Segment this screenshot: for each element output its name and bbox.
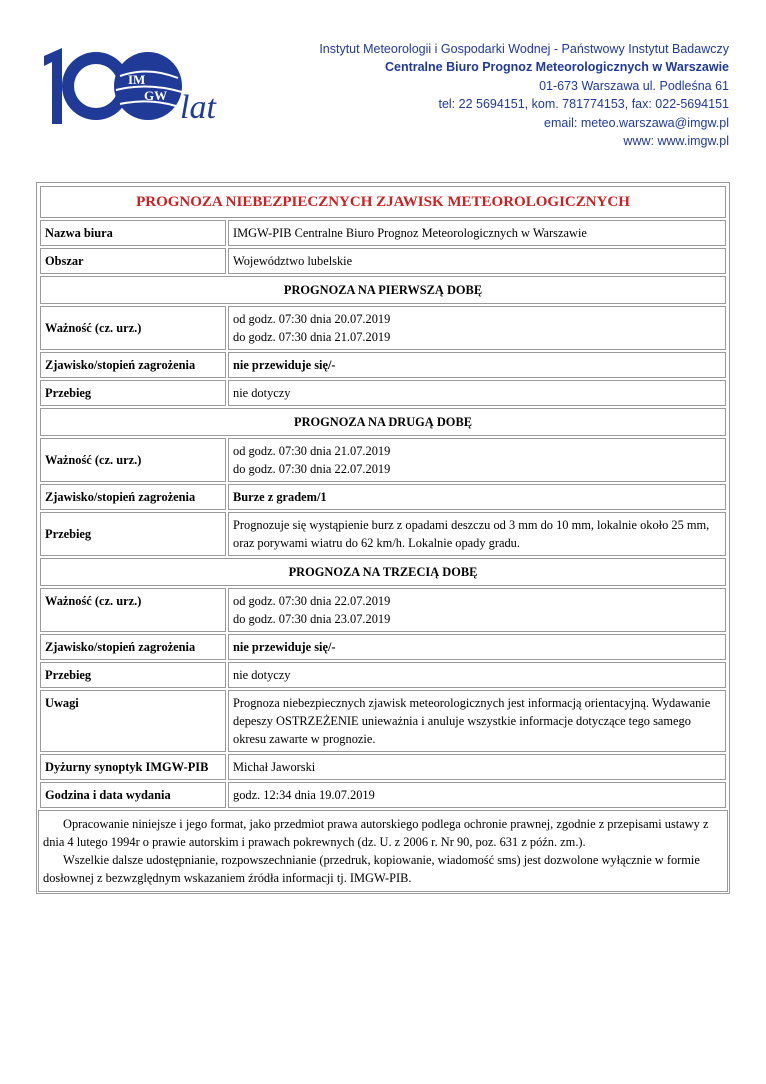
day3-phenomenon-label: Zjawisko/stopień zagrożenia (40, 634, 226, 660)
institute-name: Instytut Meteorologii i Gospodarki Wodnej - Państwowy Instytut Badawczy (319, 42, 729, 56)
copyright-para2-line1: Wszelkie dalsze udostępnianie, rozpowszechnianie (przedruk, kopiowanie, wiadomość sms) jest dozwolone wyłącznie w formie (63, 853, 700, 867)
copyright-notice (38, 810, 728, 892)
email-line[interactable]: email: meteo.warszawa@imgw.pl (544, 115, 729, 130)
imgw-100-lat-logo (40, 46, 240, 130)
day1-phenomenon-value: nie przewiduje się/- (228, 352, 726, 378)
office-label: Nazwa biura (40, 220, 226, 246)
day2-course-line1: Prognozuje się wystąpienie burz z opadami deszczu od 3 mm do 10 mm, lokalnie około 25 mm, (233, 518, 710, 532)
day1-heading: PROGNOZA NA PIERWSZĄ DOBĘ (40, 276, 726, 304)
day2-phenomenon-value: Burze z gradem/1 (228, 484, 726, 510)
day3-phenomenon-value: nie przewiduje się/- (228, 634, 726, 660)
day3-valid-from: od godz. 07:30 dnia 22.07.2019 (233, 594, 391, 608)
svg-text:lat: lat (180, 89, 216, 126)
day2-course-label: Przebieg (40, 512, 226, 556)
day2-validity-value (228, 438, 726, 482)
notes-line2: depeszy OSTRZEŻENIE unieważnia i anuluje wszystkie informacje dotyczące tego samego (233, 714, 691, 728)
copyright-para1-line1: Opracowanie niniejsze i jego format, jako przedmiot prawa autorskiego podlega ochronie prawnej, zgodnie z przepisami ustawy (63, 817, 700, 831)
forecaster-label: Dyżurny synoptyk IMGW-PIB (40, 754, 226, 780)
day3-validity-value (228, 588, 726, 632)
day1-course-label: Przebieg (40, 380, 226, 406)
day2-validity-label: Ważność (cz. urz.) (40, 438, 226, 482)
area-label: Obszar (40, 248, 226, 274)
issued-label: Godzina i data wydania (40, 782, 226, 808)
day2-course-value (228, 512, 726, 556)
day3-validity-label: Ważność (cz. urz.) (40, 588, 226, 632)
www-line[interactable]: www: www.imgw.pl (623, 134, 729, 149)
day1-valid-to: do godz. 07:30 dnia 21.07.2019 (233, 330, 391, 344)
bureau-name: Centralne Biuro Prognoz Meteorologicznych w Warszawie (384, 60, 729, 75)
day2-valid-to: do godz. 07:30 dnia 22.07.2019 (233, 462, 391, 476)
day2-heading: PROGNOZA NA DRUGĄ DOBĘ (40, 408, 726, 436)
copyright-para2 (43, 851, 723, 887)
day2-valid-from: od godz. 07:30 dnia 21.07.2019 (233, 444, 391, 458)
svg-text:IM: IM (128, 72, 146, 87)
copyright-para2-line2: dosłownej z bezwzględnym wskazaniem źródła informacji tj. IMGW-PIB. (43, 871, 412, 885)
notes-value (228, 690, 726, 752)
address: 01-673 Warszawa ul. Podleśna 61 (539, 78, 729, 93)
institute-header (319, 40, 729, 150)
day3-course-label: Przebieg (40, 662, 226, 688)
day2-phenomenon-label: Zjawisko/stopień zagrożenia (40, 484, 226, 510)
notes-label: Uwagi (40, 690, 226, 752)
forecaster-value: Michał Jaworski (228, 754, 726, 780)
office-value: IMGW-PIB Centralne Biuro Prognoz Meteorologicznych w Warszawie (228, 220, 726, 246)
document-title: PROGNOZA NIEBEZPIECZNYCH ZJAWISK METEOROLOGICZNYCH (40, 186, 726, 218)
phone-line: tel: 22 5694151, kom. 781774153, fax: 022-5694151 (438, 97, 729, 112)
issued-value: godz. 12:34 dnia 19.07.2019 (228, 782, 726, 808)
day1-validity-value (228, 306, 726, 350)
area-value: Województwo lubelskie (228, 248, 726, 274)
day3-course-value: nie dotyczy (228, 662, 726, 688)
day1-validity-label: Ważność (cz. urz.) (40, 306, 226, 350)
day3-valid-to: do godz. 07:30 dnia 23.07.2019 (233, 612, 391, 626)
svg-text:GW: GW (144, 88, 168, 103)
day2-course-line2: oraz porywami wiatru do 62 km/h. Lokalnie opady gradu. (233, 536, 520, 550)
day1-phenomenon-label: Zjawisko/stopień zagrożenia (40, 352, 226, 378)
copyright-para1-line2: z dnia 4 lutego 1994r o prawie autorskim i prawach pokrewnych (dz. U. z 2006 r. Nr 90, poz. 631 z późn. zm.). (43, 817, 709, 849)
day3-heading: PROGNOZA NA TRZECIĄ DOBĘ (40, 558, 726, 586)
day1-valid-from: od godz. 07:30 dnia 20.07.2019 (233, 312, 391, 326)
forecast-table (38, 184, 728, 810)
forecast-document (36, 182, 730, 894)
copyright-para1 (43, 815, 723, 851)
notes-line1: Prognoza niebezpiecznych zjawisk meteorologicznych jest informacją orientacyjną. Wydawanie (233, 696, 711, 710)
day1-course-value: nie dotyczy (228, 380, 726, 406)
notes-line3: okresu zawarte w prognozie. (233, 732, 376, 746)
